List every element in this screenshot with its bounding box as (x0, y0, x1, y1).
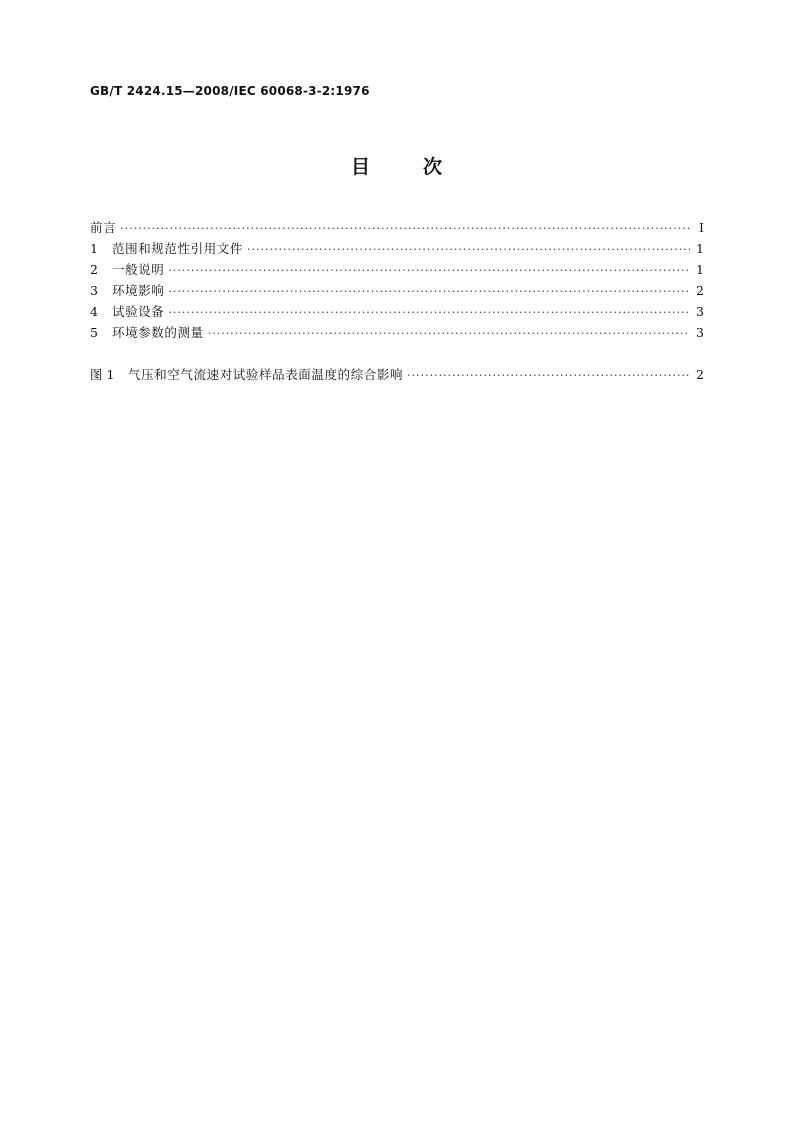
toc-dot-leader (168, 302, 690, 323)
toc-entry-label: 一般说明 (112, 262, 165, 277)
toc-dot-leader (168, 260, 690, 281)
toc-dot-leader (120, 218, 690, 239)
toc-figure-number: 图 1 (90, 367, 115, 382)
toc-entry-number: 1 (90, 241, 98, 256)
toc-entry-foreword[interactable] (90, 217, 704, 238)
toc-page-number: 3 (696, 304, 704, 319)
toc-entry-number: 2 (90, 262, 98, 277)
toc-figure-label: 气压和空气流速对试验样品表面温度的综合影响 (128, 367, 404, 382)
document-header: GB/T 2424.15—2008/IEC 60068-3-2:1976 (90, 84, 370, 98)
toc-entry-5[interactable] (90, 322, 704, 343)
toc-page-number: Ⅰ (699, 220, 704, 235)
toc-dot-leader (247, 239, 690, 260)
toc-entry-number: 4 (90, 304, 98, 319)
toc-entry-number: 3 (90, 283, 98, 298)
toc-section-list (90, 217, 704, 343)
toc-entry-label: 前言 (90, 220, 117, 235)
toc-entry-label: 范围和规范性引用文件 (112, 241, 244, 256)
toc-entry-label: 环境参数的测量 (112, 325, 204, 340)
toc-figure-list (90, 364, 704, 385)
toc-dot-leader (407, 365, 690, 386)
toc-entry-label: 试验设备 (112, 304, 165, 319)
toc-page-number: 1 (696, 262, 704, 277)
toc-entry-number: 5 (90, 325, 98, 340)
toc-page-number: 1 (696, 241, 704, 256)
toc-entry-label: 环境影响 (112, 283, 165, 298)
toc-entry-3[interactable] (90, 280, 704, 301)
toc-page-number: 3 (696, 325, 704, 340)
toc-title (0, 152, 794, 179)
toc-entry-2[interactable] (90, 259, 704, 280)
toc-figure-entry-1[interactable] (90, 364, 704, 385)
toc-entry-1[interactable] (90, 238, 704, 259)
toc-page-number: 2 (696, 367, 704, 382)
toc-page-number: 2 (696, 283, 704, 298)
toc-title-first-char: 目 (350, 156, 371, 178)
toc-dot-leader (208, 323, 690, 344)
toc-entry-4[interactable] (90, 301, 704, 322)
toc-dot-leader (168, 281, 690, 302)
toc-title-second-char: 次 (423, 156, 444, 178)
